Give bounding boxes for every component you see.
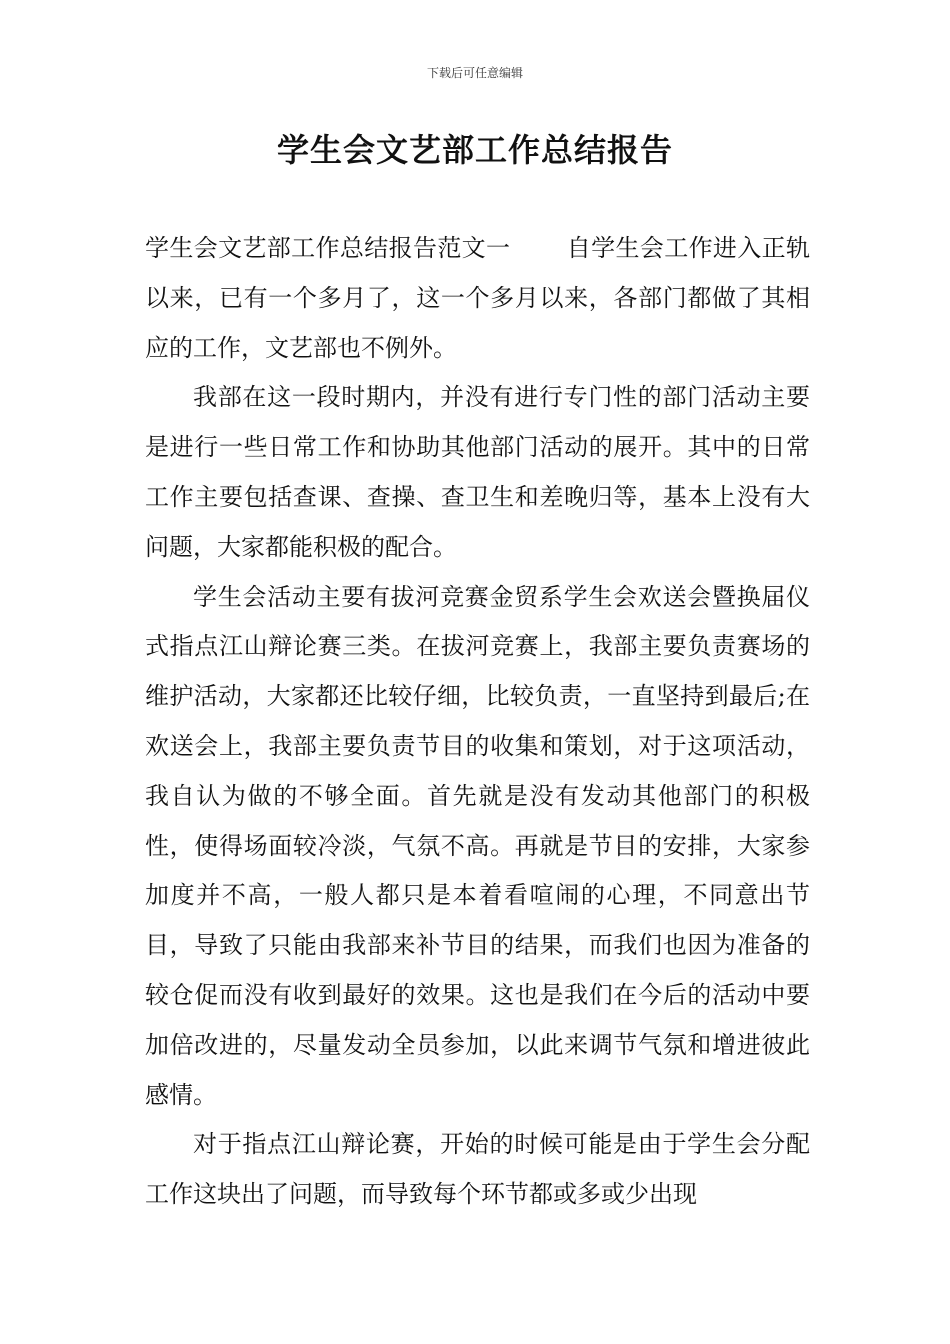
header-note: 下载后可任意编辑 bbox=[426, 66, 523, 80]
lead-label: 学生会文艺部工作总结报告范文一 bbox=[145, 234, 511, 262]
body-paragraph: 对于指点江山辩论赛，开始的时候可能是由于学生会分配工作这块出了问题，而导致每个环节都或多或少出现 bbox=[145, 1130, 810, 1209]
document-body bbox=[145, 224, 810, 1220]
lead-paragraph bbox=[145, 224, 810, 373]
document-title: 学生会文艺部工作总结报告 bbox=[276, 131, 673, 169]
lead-text: 自学生会工作进入正轨以来，已有一个多月了，这一个多月以来，各部门都做了其相应的工作，文艺部也不例外。 bbox=[145, 234, 811, 362]
body-paragraph: 我部在这一段时期内，并没有进行专门性的部门活动主要是进行一些日常工作和协助其他部门活动的展开。其中的日常工作主要包括查课、查操、查卫生和差晚归等，基本上没有大问题，大家都能积极的配合。 bbox=[145, 383, 810, 561]
body-paragraph: 学生会活动主要有拔河竞赛金贸系学生会欢送会暨换届仪式指点江山辩论赛三类。在拔河竞赛上，我部主要负责赛场的维护活动，大家都还比较仔细，比较负责，一直坚持到最后;在欢送会上，我部主要负责节目的收集和策划，对于这项活动，我自认为做的不够全面。首先就是没有发动其他部门的积极性，使得场面较冷淡，气氛不高。再就是节目的安排，大家参加度并不高，一般人都只是本着看喧闹的心理，不同意出节目，导致了只能由我部来补节目的结果，而我们也因为准备的较仓促而没有收到最好的效果。这也是我们在今后的活动中要加倍改进的，尽量发动全员参加，以此来调节气氛和增进彼此感情。 bbox=[145, 582, 810, 1109]
